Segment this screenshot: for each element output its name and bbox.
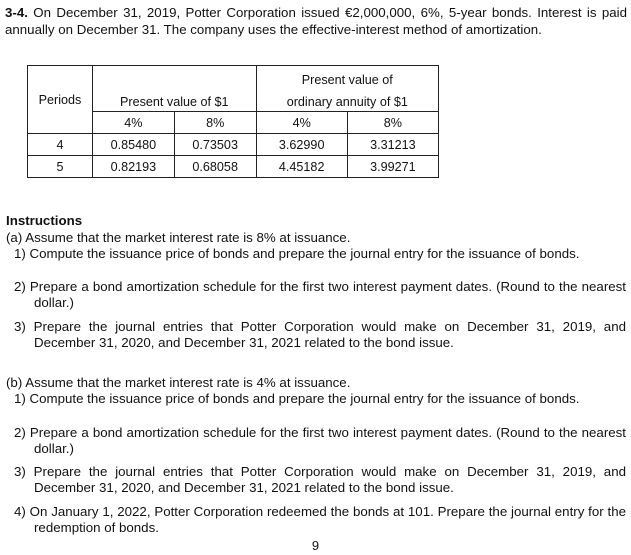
period-cell: 5 — [28, 156, 93, 178]
part-b-item-3: 3) Prepare the journal entries that Potter Corporation would make on December 31, 2019, and December 31, 2020, and December 31, 2021 related to the bond issue. — [14, 464, 626, 495]
pv1-header-cell — [93, 66, 257, 112]
part-a-item-1: 1) Compute the issuance price of bonds and prepare the journal entry for the issuance of bonds. — [14, 246, 580, 261]
part-b-item-1: 1) Compute the issuance price of bonds and prepare the journal entry for the issuance of bonds. — [14, 391, 580, 406]
pvoa-header-line1: Present value of — [256, 66, 438, 94]
rate-cell: 8% — [174, 112, 256, 134]
table-row — [28, 156, 439, 178]
part-b-heading: (b) Assume that the market interest rate is 4% at issuance. — [6, 375, 351, 390]
value-cell: 3.99271 — [347, 156, 438, 178]
rate-cell: 4% — [93, 112, 175, 134]
value-cell: 4.45182 — [256, 156, 347, 178]
pvoa-header-line2: ordinary annuity of $1 — [256, 93, 438, 112]
value-cell: 0.68058 — [174, 156, 256, 178]
value-cell: 0.82193 — [93, 156, 175, 178]
rate-cell: 4% — [256, 112, 347, 134]
part-b-item-4: 4) On January 1, 2022, Potter Corporation redeemed the bonds at 101. Prepare the journal entry for the redemption of bonds. — [14, 504, 626, 535]
instructions-title: Instructions — [6, 213, 83, 228]
part-a-heading: (a) Assume that the market interest rate is 8% at issuance. — [6, 230, 351, 245]
pv1-header: Present value of $1 — [120, 95, 229, 109]
rate-cell: 8% — [347, 112, 438, 134]
problem-statement — [5, 4, 627, 38]
problem-text: On December 31, 2019, Potter Corporation issued €2,000,000, 6%, 5-year bonds. Interest is paid annually on December 31. The company uses the effective-interest method of amortization. — [5, 5, 627, 37]
period-cell: 4 — [28, 134, 93, 156]
value-cell: 0.73503 — [174, 134, 256, 156]
problem-number: 3-4. — [5, 5, 28, 20]
part-a-item-3: 3) Prepare the journal entries that Potter Corporation would make on December 31, 2019, and December 31, 2020, and December 31, 2021 related to the bond issue. — [14, 319, 626, 350]
periods-header: Periods — [28, 66, 93, 134]
value-cell: 3.62990 — [256, 134, 347, 156]
present-value-table — [27, 65, 439, 178]
part-a-item-2: 2) Prepare a bond amortization schedule for the first two interest payment dates. (Round to the nearest dollar.) — [14, 279, 626, 310]
value-cell: 3.31213 — [347, 134, 438, 156]
table-row — [28, 134, 439, 156]
value-cell: 0.85480 — [93, 134, 175, 156]
page-number: 9 — [311, 538, 320, 553]
part-b-item-2: 2) Prepare a bond amortization schedule for the first two interest payment dates. (Round to the nearest dollar.) — [14, 425, 626, 456]
